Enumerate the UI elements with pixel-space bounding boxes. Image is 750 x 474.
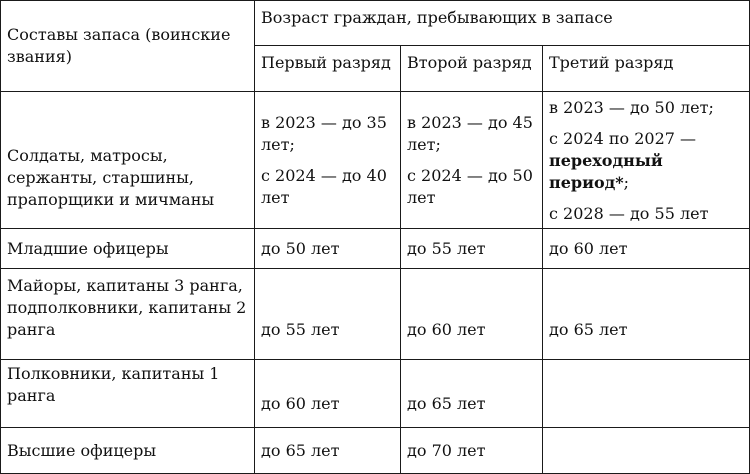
age-limit-text: до 65 лет <box>549 320 628 339</box>
header-age-group-label: Возраст граждан, пребывающих в запасе <box>261 8 613 27</box>
table-row <box>1 428 750 474</box>
age-limit-text: до 65 лет <box>261 440 340 460</box>
header-category-3-label: Третий разряд <box>549 53 674 72</box>
category-3-cell <box>543 269 750 360</box>
category-2-cell <box>401 269 543 360</box>
age-limit-text: с 2028 — до 55 лет <box>549 204 709 223</box>
age-limit-text: до 60 лет <box>407 320 486 339</box>
category-3-cell <box>543 229 750 269</box>
age-limit-text: с 2024 — до 40 лет <box>261 166 387 207</box>
rank-label: Младшие офицеры <box>7 238 169 258</box>
category-2-cell <box>401 428 543 474</box>
age-limit-text: в 2023 — до 35 лет; <box>261 113 387 154</box>
table-row <box>1 269 750 360</box>
category-2-cell <box>401 360 543 428</box>
category-3-cell <box>543 92 750 229</box>
table-row <box>1 92 750 229</box>
category-1-cell <box>255 92 401 229</box>
rank-label: Высшие офицеры <box>7 440 157 460</box>
header-category-1-cell <box>255 46 401 92</box>
age-limit-text: до 55 лет <box>261 320 340 339</box>
age-limit-text: до 60 лет <box>549 238 628 258</box>
header-category-2-label: Второй разряд <box>407 53 532 72</box>
rank-cell <box>1 428 255 474</box>
category-1-cell <box>255 428 401 474</box>
rank-cell <box>1 360 255 428</box>
category-1-cell <box>255 269 401 360</box>
category-3-cell <box>543 360 750 428</box>
rank-label: Солдаты, матросы, сержанты, старшины, прапорщики и мичманы <box>7 146 215 209</box>
rank-cell <box>1 92 255 229</box>
category-3-cell <box>543 428 750 474</box>
table-row <box>1 360 750 428</box>
age-limit-text: до 65 лет <box>407 394 486 413</box>
age-limit-text <box>549 128 743 194</box>
transition-prefix: с 2024 по 2027 — <box>549 129 697 148</box>
header-category-3-cell <box>543 46 750 92</box>
age-limit-text: в 2023 — до 50 лет; <box>549 98 714 117</box>
header-rank-label: Составы запаса (воинские звания) <box>7 25 231 66</box>
age-limit-text: в 2023 — до 45 лет; <box>407 113 533 154</box>
header-category-1-label: Первый разряд <box>261 53 391 72</box>
age-limit-text: до 60 лет <box>261 394 340 413</box>
category-2-cell <box>401 92 543 229</box>
rank-label: Майоры, капитаны 3 ранга, подполковники, капитаны 2 ранга <box>7 276 247 339</box>
table-row <box>1 229 750 269</box>
header-rank-cell <box>1 1 255 92</box>
age-limit-text: до 70 лет <box>407 440 486 460</box>
category-1-cell <box>255 229 401 269</box>
age-limit-text: до 55 лет <box>407 238 486 258</box>
rank-cell <box>1 269 255 360</box>
header-age-group-cell <box>255 1 750 46</box>
age-limit-text: до 50 лет <box>261 238 340 258</box>
rank-cell <box>1 229 255 269</box>
category-1-cell <box>255 360 401 428</box>
age-limit-text: с 2024 — до 50 лет <box>407 166 533 207</box>
transition-period-label: переходный период* <box>549 151 663 192</box>
category-2-cell <box>401 229 543 269</box>
header-category-2-cell <box>401 46 543 92</box>
transition-suffix: ; <box>623 173 630 192</box>
rank-label: Полковники, капитаны 1 ранга <box>7 364 220 405</box>
